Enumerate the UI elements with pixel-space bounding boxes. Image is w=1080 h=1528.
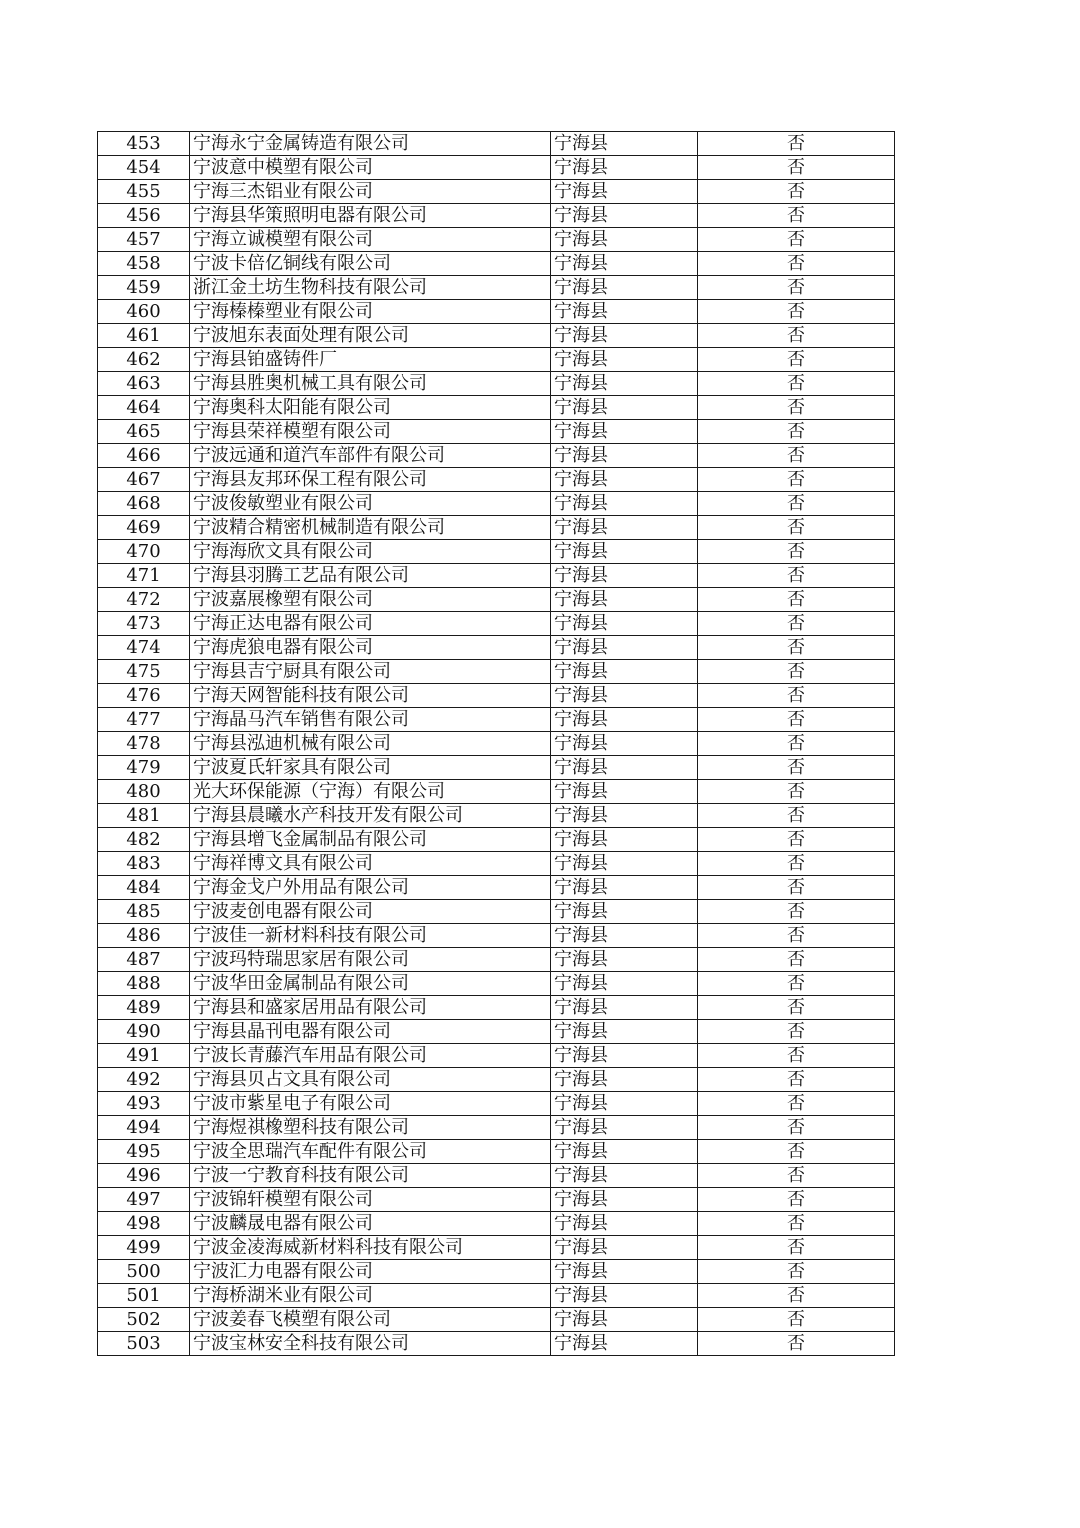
table-row: [98, 972, 895, 996]
county-cell: 宁海县: [551, 612, 698, 636]
county-cell: 宁海县: [551, 1068, 698, 1092]
row-number-cell: 464: [98, 396, 190, 420]
company-name-cell: 宁海三杰铝业有限公司: [190, 180, 551, 204]
flag-cell: 否: [698, 660, 895, 684]
table-row: [98, 876, 895, 900]
table-row: [98, 372, 895, 396]
row-number-cell: 465: [98, 420, 190, 444]
table-row: [98, 852, 895, 876]
company-name-cell: 宁波俊敏塑业有限公司: [190, 492, 551, 516]
table-row: [98, 1284, 895, 1308]
company-name-cell: 宁波旭东表面处理有限公司: [190, 324, 551, 348]
table-row: [98, 228, 895, 252]
county-cell: 宁海县: [551, 180, 698, 204]
row-number-cell: 467: [98, 468, 190, 492]
table-row: [98, 252, 895, 276]
company-name-cell: 宁海县荣祥模塑有限公司: [190, 420, 551, 444]
row-number-cell: 458: [98, 252, 190, 276]
row-number-cell: 495: [98, 1140, 190, 1164]
row-number-cell: 474: [98, 636, 190, 660]
row-number-cell: 470: [98, 540, 190, 564]
row-number-cell: 457: [98, 228, 190, 252]
county-cell: 宁海县: [551, 1260, 698, 1284]
table-row: [98, 348, 895, 372]
company-name-cell: 宁海奥科太阳能有限公司: [190, 396, 551, 420]
row-number-cell: 497: [98, 1188, 190, 1212]
flag-cell: 否: [698, 708, 895, 732]
flag-cell: 否: [698, 1116, 895, 1140]
row-number-cell: 501: [98, 1284, 190, 1308]
row-number-cell: 503: [98, 1332, 190, 1356]
county-cell: 宁海县: [551, 1164, 698, 1188]
table-row: [98, 1260, 895, 1284]
county-cell: 宁海县: [551, 828, 698, 852]
company-name-cell: 宁波意中模塑有限公司: [190, 156, 551, 180]
county-cell: 宁海县: [551, 756, 698, 780]
county-cell: 宁海县: [551, 636, 698, 660]
row-number-cell: 498: [98, 1212, 190, 1236]
company-table-body: [98, 132, 895, 1356]
table-row: [98, 1140, 895, 1164]
county-cell: 宁海县: [551, 876, 698, 900]
row-number-cell: 459: [98, 276, 190, 300]
table-row: [98, 1092, 895, 1116]
company-name-cell: 宁海县华策照明电器有限公司: [190, 204, 551, 228]
table-row: [98, 948, 895, 972]
flag-cell: 否: [698, 1260, 895, 1284]
table-row: [98, 1212, 895, 1236]
flag-cell: 否: [698, 948, 895, 972]
flag-cell: 否: [698, 972, 895, 996]
county-cell: 宁海县: [551, 1188, 698, 1212]
flag-cell: 否: [698, 372, 895, 396]
table-row: [98, 180, 895, 204]
county-cell: 宁海县: [551, 1044, 698, 1068]
county-cell: 宁海县: [551, 468, 698, 492]
flag-cell: 否: [698, 612, 895, 636]
company-name-cell: 宁波麦创电器有限公司: [190, 900, 551, 924]
company-name-cell: 宁海县晶刊电器有限公司: [190, 1020, 551, 1044]
flag-cell: 否: [698, 588, 895, 612]
table-row: [98, 1116, 895, 1140]
flag-cell: 否: [698, 924, 895, 948]
table-row: [98, 636, 895, 660]
company-name-cell: 宁波远通和道汽车部件有限公司: [190, 444, 551, 468]
flag-cell: 否: [698, 252, 895, 276]
flag-cell: 否: [698, 324, 895, 348]
row-number-cell: 453: [98, 132, 190, 156]
row-number-cell: 500: [98, 1260, 190, 1284]
table-row: [98, 732, 895, 756]
table-row: [98, 924, 895, 948]
company-name-cell: 宁波卡倍亿铜线有限公司: [190, 252, 551, 276]
company-name-cell: 宁海祥博文具有限公司: [190, 852, 551, 876]
flag-cell: 否: [698, 540, 895, 564]
county-cell: 宁海县: [551, 324, 698, 348]
county-cell: 宁海县: [551, 300, 698, 324]
table-row: [98, 156, 895, 180]
company-name-cell: 宁海县和盛家居用品有限公司: [190, 996, 551, 1020]
row-number-cell: 499: [98, 1236, 190, 1260]
row-number-cell: 460: [98, 300, 190, 324]
table-row: [98, 684, 895, 708]
table-row: [98, 324, 895, 348]
county-cell: 宁海县: [551, 708, 698, 732]
flag-cell: 否: [698, 732, 895, 756]
company-name-cell: 宁波市紫星电子有限公司: [190, 1092, 551, 1116]
company-name-cell: 宁波一宁教育科技有限公司: [190, 1164, 551, 1188]
row-number-cell: 471: [98, 564, 190, 588]
table-row: [98, 1308, 895, 1332]
county-cell: 宁海县: [551, 540, 698, 564]
table-row: [98, 1332, 895, 1356]
county-cell: 宁海县: [551, 228, 698, 252]
table-row: [98, 1188, 895, 1212]
flag-cell: 否: [698, 180, 895, 204]
flag-cell: 否: [698, 756, 895, 780]
flag-cell: 否: [698, 1092, 895, 1116]
flag-cell: 否: [698, 1236, 895, 1260]
flag-cell: 否: [698, 132, 895, 156]
row-number-cell: 461: [98, 324, 190, 348]
flag-cell: 否: [698, 444, 895, 468]
table-row: [98, 1020, 895, 1044]
row-number-cell: 481: [98, 804, 190, 828]
flag-cell: 否: [698, 996, 895, 1020]
flag-cell: 否: [698, 636, 895, 660]
table-row: [98, 660, 895, 684]
county-cell: 宁海县: [551, 204, 698, 228]
county-cell: 宁海县: [551, 1212, 698, 1236]
flag-cell: 否: [698, 468, 895, 492]
flag-cell: 否: [698, 852, 895, 876]
company-name-cell: 宁波玛特瑞思家居有限公司: [190, 948, 551, 972]
county-cell: 宁海县: [551, 852, 698, 876]
flag-cell: 否: [698, 684, 895, 708]
row-number-cell: 476: [98, 684, 190, 708]
flag-cell: 否: [698, 420, 895, 444]
county-cell: 宁海县: [551, 1092, 698, 1116]
table-row: [98, 996, 895, 1020]
flag-cell: 否: [698, 828, 895, 852]
table-row: [98, 564, 895, 588]
row-number-cell: 494: [98, 1116, 190, 1140]
flag-cell: 否: [698, 1164, 895, 1188]
row-number-cell: 492: [98, 1068, 190, 1092]
company-name-cell: 宁波佳一新材料科技有限公司: [190, 924, 551, 948]
flag-cell: 否: [698, 1332, 895, 1356]
table-row: [98, 756, 895, 780]
company-name-cell: 宁海晶马汽车销售有限公司: [190, 708, 551, 732]
row-number-cell: 463: [98, 372, 190, 396]
table-row: [98, 444, 895, 468]
company-name-cell: 宁波锦轩模塑有限公司: [190, 1188, 551, 1212]
county-cell: 宁海县: [551, 1116, 698, 1140]
table-row: [98, 468, 895, 492]
company-name-cell: 宁海县泓迪机械有限公司: [190, 732, 551, 756]
flag-cell: 否: [698, 1308, 895, 1332]
county-cell: 宁海县: [551, 420, 698, 444]
county-cell: 宁海县: [551, 1308, 698, 1332]
flag-cell: 否: [698, 276, 895, 300]
table-row: [98, 588, 895, 612]
flag-cell: 否: [698, 1044, 895, 1068]
table-row: [98, 540, 895, 564]
row-number-cell: 485: [98, 900, 190, 924]
flag-cell: 否: [698, 804, 895, 828]
county-cell: 宁海县: [551, 804, 698, 828]
flag-cell: 否: [698, 780, 895, 804]
company-name-cell: 宁海县贝占文具有限公司: [190, 1068, 551, 1092]
flag-cell: 否: [698, 348, 895, 372]
company-name-cell: 宁波宝林安全科技有限公司: [190, 1332, 551, 1356]
company-name-cell: 宁波金凌海威新材料科技有限公司: [190, 1236, 551, 1260]
company-name-cell: 宁海县胜奥机械工具有限公司: [190, 372, 551, 396]
table-row: [98, 420, 895, 444]
row-number-cell: 456: [98, 204, 190, 228]
company-name-cell: 宁海立诚模塑有限公司: [190, 228, 551, 252]
county-cell: 宁海县: [551, 732, 698, 756]
county-cell: 宁海县: [551, 516, 698, 540]
flag-cell: 否: [698, 228, 895, 252]
row-number-cell: 489: [98, 996, 190, 1020]
company-name-cell: 宁海天网智能科技有限公司: [190, 684, 551, 708]
table-row: [98, 612, 895, 636]
row-number-cell: 472: [98, 588, 190, 612]
county-cell: 宁海县: [551, 1236, 698, 1260]
row-number-cell: 455: [98, 180, 190, 204]
county-cell: 宁海县: [551, 588, 698, 612]
company-name-cell: 宁波麟晟电器有限公司: [190, 1212, 551, 1236]
flag-cell: 否: [698, 1020, 895, 1044]
flag-cell: 否: [698, 876, 895, 900]
company-name-cell: 宁波夏氏轩家具有限公司: [190, 756, 551, 780]
table-row: [98, 828, 895, 852]
table-row: [98, 708, 895, 732]
company-name-cell: 宁海海欣文具有限公司: [190, 540, 551, 564]
company-name-cell: 宁海永宁金属铸造有限公司: [190, 132, 551, 156]
row-number-cell: 477: [98, 708, 190, 732]
flag-cell: 否: [698, 300, 895, 324]
flag-cell: 否: [698, 156, 895, 180]
county-cell: 宁海县: [551, 1140, 698, 1164]
row-number-cell: 496: [98, 1164, 190, 1188]
county-cell: 宁海县: [551, 972, 698, 996]
county-cell: 宁海县: [551, 348, 698, 372]
flag-cell: 否: [698, 516, 895, 540]
row-number-cell: 491: [98, 1044, 190, 1068]
flag-cell: 否: [698, 396, 895, 420]
county-cell: 宁海县: [551, 132, 698, 156]
row-number-cell: 488: [98, 972, 190, 996]
row-number-cell: 469: [98, 516, 190, 540]
row-number-cell: 482: [98, 828, 190, 852]
flag-cell: 否: [698, 564, 895, 588]
flag-cell: 否: [698, 1068, 895, 1092]
county-cell: 宁海县: [551, 444, 698, 468]
company-name-cell: 宁海正达电器有限公司: [190, 612, 551, 636]
row-number-cell: 462: [98, 348, 190, 372]
county-cell: 宁海县: [551, 396, 698, 420]
row-number-cell: 473: [98, 612, 190, 636]
county-cell: 宁海县: [551, 1284, 698, 1308]
table-row: [98, 132, 895, 156]
company-name-cell: 宁波嘉展橡塑有限公司: [190, 588, 551, 612]
row-number-cell: 486: [98, 924, 190, 948]
county-cell: 宁海县: [551, 1020, 698, 1044]
company-name-cell: 宁波全思瑞汽车配件有限公司: [190, 1140, 551, 1164]
row-number-cell: 480: [98, 780, 190, 804]
table-row: [98, 780, 895, 804]
flag-cell: 否: [698, 1284, 895, 1308]
row-number-cell: 479: [98, 756, 190, 780]
flag-cell: 否: [698, 1212, 895, 1236]
county-cell: 宁海县: [551, 492, 698, 516]
county-cell: 宁海县: [551, 900, 698, 924]
row-number-cell: 490: [98, 1020, 190, 1044]
county-cell: 宁海县: [551, 156, 698, 180]
table-row: [98, 1236, 895, 1260]
flag-cell: 否: [698, 1188, 895, 1212]
row-number-cell: 478: [98, 732, 190, 756]
row-number-cell: 502: [98, 1308, 190, 1332]
table-row: [98, 276, 895, 300]
county-cell: 宁海县: [551, 780, 698, 804]
row-number-cell: 454: [98, 156, 190, 180]
table-row: [98, 900, 895, 924]
table-row: [98, 492, 895, 516]
company-name-cell: 光大环保能源（宁海）有限公司: [190, 780, 551, 804]
table-row: [98, 300, 895, 324]
flag-cell: 否: [698, 492, 895, 516]
company-name-cell: 宁波汇力电器有限公司: [190, 1260, 551, 1284]
company-name-cell: 宁海县友邦环保工程有限公司: [190, 468, 551, 492]
county-cell: 宁海县: [551, 276, 698, 300]
company-name-cell: 宁海县铂盛铸件厂: [190, 348, 551, 372]
company-name-cell: 宁海虎狼电器有限公司: [190, 636, 551, 660]
company-name-cell: 宁波华田金属制品有限公司: [190, 972, 551, 996]
county-cell: 宁海县: [551, 564, 698, 588]
table-row: [98, 204, 895, 228]
table-row: [98, 804, 895, 828]
row-number-cell: 468: [98, 492, 190, 516]
company-name-cell: 宁海金戈户外用品有限公司: [190, 876, 551, 900]
table-row: [98, 1164, 895, 1188]
flag-cell: 否: [698, 1140, 895, 1164]
company-name-cell: 宁波长青藤汽车用品有限公司: [190, 1044, 551, 1068]
row-number-cell: 487: [98, 948, 190, 972]
county-cell: 宁海县: [551, 684, 698, 708]
county-cell: 宁海县: [551, 660, 698, 684]
company-table: [97, 131, 895, 1356]
company-name-cell: 宁波姜春飞模塑有限公司: [190, 1308, 551, 1332]
company-name-cell: 宁波精合精密机械制造有限公司: [190, 516, 551, 540]
company-name-cell: 宁海县晨曦水产科技开发有限公司: [190, 804, 551, 828]
county-cell: 宁海县: [551, 372, 698, 396]
table-row: [98, 1044, 895, 1068]
county-cell: 宁海县: [551, 948, 698, 972]
table-row: [98, 516, 895, 540]
row-number-cell: 484: [98, 876, 190, 900]
flag-cell: 否: [698, 204, 895, 228]
flag-cell: 否: [698, 900, 895, 924]
company-name-cell: 宁海榛榛塑业有限公司: [190, 300, 551, 324]
company-name-cell: 宁海县吉宁厨具有限公司: [190, 660, 551, 684]
company-name-cell: 宁海县羽腾工艺品有限公司: [190, 564, 551, 588]
table-row: [98, 1068, 895, 1092]
county-cell: 宁海县: [551, 996, 698, 1020]
company-name-cell: 浙江金土坊生物科技有限公司: [190, 276, 551, 300]
county-cell: 宁海县: [551, 924, 698, 948]
company-name-cell: 宁海桥湖米业有限公司: [190, 1284, 551, 1308]
row-number-cell: 483: [98, 852, 190, 876]
row-number-cell: 466: [98, 444, 190, 468]
county-cell: 宁海县: [551, 252, 698, 276]
row-number-cell: 493: [98, 1092, 190, 1116]
row-number-cell: 475: [98, 660, 190, 684]
company-name-cell: 宁海煜祺橡塑科技有限公司: [190, 1116, 551, 1140]
county-cell: 宁海县: [551, 1332, 698, 1356]
company-name-cell: 宁海县增飞金属制品有限公司: [190, 828, 551, 852]
table-row: [98, 396, 895, 420]
